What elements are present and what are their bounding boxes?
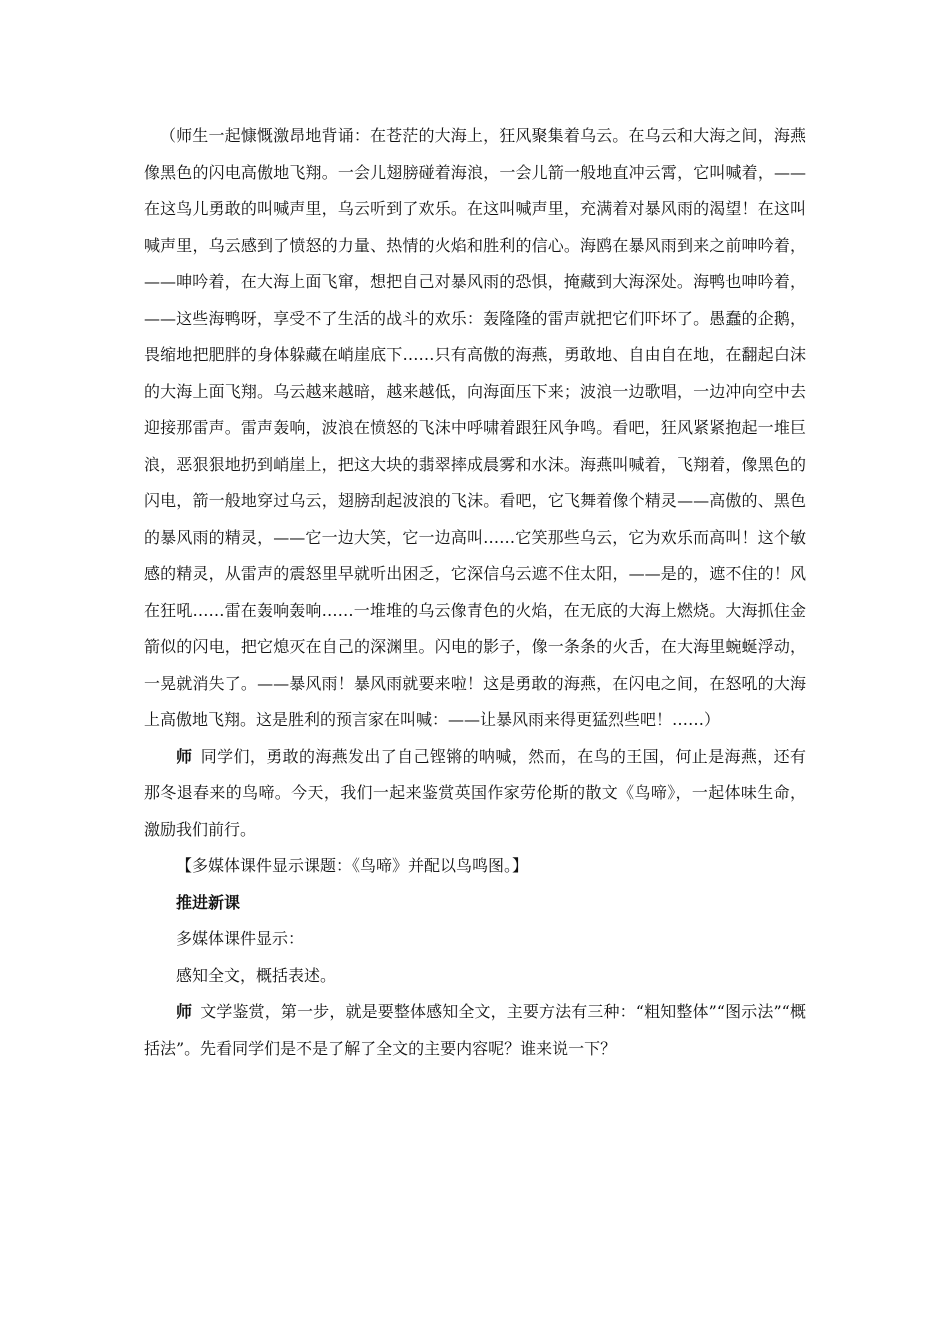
speaker-label: 师 <box>176 746 193 766</box>
recitation-paragraph <box>144 118 806 739</box>
paragraph-text: 多媒体课件显示： <box>176 929 305 948</box>
teacher-paragraph-1 <box>144 739 806 849</box>
teacher-paragraph-2 <box>144 994 806 1067</box>
document-body <box>144 118 806 1067</box>
speaker-label: 师 <box>176 1002 193 1021</box>
section-heading-text: 推进新课 <box>176 892 241 912</box>
task-paragraph <box>144 958 806 995</box>
paragraph-text: 感知全文，概括表述。 <box>176 965 337 985</box>
media-note-paragraph <box>144 848 806 885</box>
section-heading <box>144 885 806 922</box>
paragraph-text: （师生一起慷慨激昂地背诵：在苍茫的大海上，狂风聚集着乌云。在乌云和大海之间，海燕像黑色的闪电高傲地飞翔。一会儿翅膀碰着海浪，一会儿箭一般地直冲云霄，它叫喊着，——在这鸟儿勇敢的叫喊声里，乌云听到了欢乐。在这叫喊声里，充满着对暴风雨的渴望！在这叫喊声里，乌云感到了愤怒的力量、热情的火焰和胜利的信心。海鸥在暴风雨到来之前呻吟着，——呻吟着，在大海上面飞窜，想把自己对暴风雨的恐惧，掩藏到大海深处。海鸭也呻吟着，——这些海鸭呀，享受不了生活的战斗的欢乐：轰隆隆的雷声就把它们吓坏了。愚蠢的企鹅，畏缩地把肥胖的身体躲藏在峭崖底下……只有高傲的海燕，勇敢地、自由自在地，在翻起白沫的大海上面飞翔。乌云越来越暗，越来越低，向海面压下来；波浪一边歌唱，一边冲向空中去迎接那雷声。雷声轰响，波浪在愤怒的飞沫中呼啸着跟狂风争鸣。看吧，狂风紧紧抱起一堆巨浪，恶狠狠地扔到峭崖上，把这大块的翡翠摔成晨雾和水沫。海燕叫喊着，飞翔着，像黑色的闪电，箭一般地穿过乌云，翅膀刮起波浪的飞沫。看吧，它飞舞着像个精灵——高傲的、黑色的暴风雨的精灵，——它一边大笑，它一边高叫……它笑那些乌云，它为欢乐而高叫！这个敏感的精灵，从雷声的震怒里早就听出困乏，它深信乌云遮不住太阳，——是的，遮不住的！风在狂吼……雷在轰响轰响……一堆堆的乌云像青色的火焰，在无底的大海上燃烧。大海抓住金箭似的闪电，把它熄灭在自己的深渊里。闪电的影子，像一条条的火舌，在大海里蜿蜒浮动，一晃就消失了。——暴风雨！暴风雨就要来啦！这是勇敢的海燕，在闪电之间，在怒吼的大海上高傲地飞翔。这是胜利的预言家在叫喊：——让暴风雨来得更猛烈些吧！……） <box>144 126 806 729</box>
media-display-paragraph <box>144 921 806 958</box>
paragraph-text: 同学们，勇敢的海燕发出了自己铿锵的呐喊，然而，在鸟的王国，何止是海燕，还有那冬退春来的鸟啼。今天，我们一起来鉴赏英国作家劳伦斯的散文《鸟啼》，一起体味生命，激励我们前行。 <box>144 746 806 839</box>
paragraph-text: 文学鉴赏，第一步，就是要整体感知全文，主要方法有三种：“粗知整体”“图示法”“概括法”。先看同学们是不是了解了全文的主要内容呢？谁来说一下？ <box>144 1002 806 1058</box>
paragraph-text: 【多媒体课件显示课题：《鸟啼》并配以鸟鸣图。】 <box>176 856 529 875</box>
